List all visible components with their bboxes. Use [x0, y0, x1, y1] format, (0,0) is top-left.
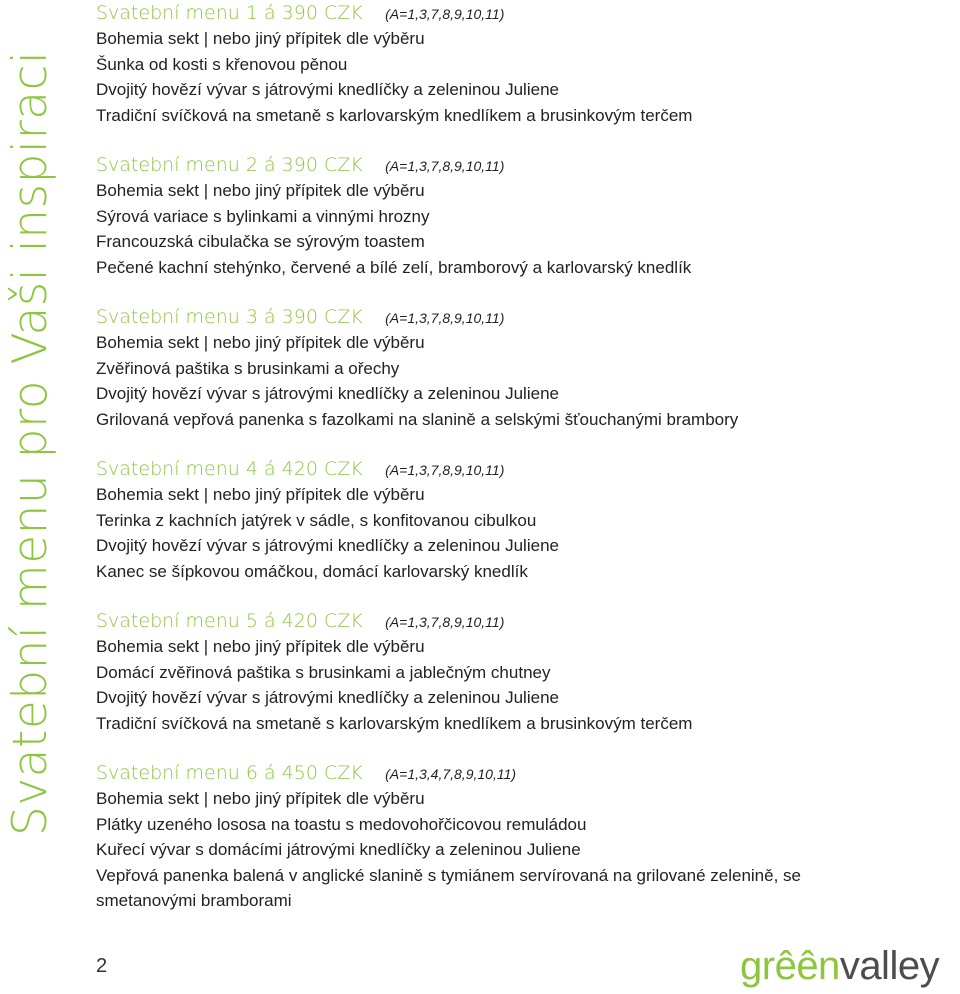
menu-dish: Sýrová variace s bylinkami a vinnými hrozny — [96, 206, 430, 226]
page-number: 2 — [96, 955, 108, 977]
menu-heading — [96, 304, 926, 330]
menu-title: Svatební menu 4 á 420 CZK — [96, 458, 363, 480]
menu-dish: Grilovaná vepřová panenka s fazolkami na slanině a selskými šťouchanými brambory — [96, 409, 739, 429]
menu-title: Svatební menu 3 á 390 CZK — [96, 306, 363, 328]
side-title-text: Svatební menu pro Vaši inspiraci — [3, 50, 58, 836]
menu-allergens: (A=1,3,7,8,9,10,11) — [385, 6, 505, 22]
logo-text-grey: valley — [839, 944, 940, 988]
menu-dish: Kuřecí vývar s domácími játrovými knedlíčky a zeleninou Juliene — [96, 840, 581, 859]
menu-dish: Dvojitý hovězí vývar s játrovými knedlíčky a zeleninou Juliene — [96, 536, 559, 555]
menu-dish: Bohemia sekt | nebo jiný přípitek dle výběru — [96, 181, 425, 200]
greenvalley-logo — [740, 942, 956, 990]
menu-heading — [96, 608, 926, 634]
menu-dish: Tradiční svíčková na smetaně s karlovarským knedlíkem a brusinkovým terčem — [96, 105, 693, 125]
menu-dish: Bohemia sekt | nebo jiný přípitek dle výběru — [96, 333, 425, 352]
menu-block-4 — [96, 456, 926, 584]
menu-block-2 — [96, 152, 926, 280]
menu-title: Svatební menu 1 á 390 CZK — [96, 2, 363, 24]
menu-list — [96, 0, 926, 938]
menu-dish: Vepřová panenka balená v anglické slanině s tymiánem servírovaná na grilované zelenině, se — [96, 865, 801, 885]
menu-dish: Bohemia sekt | nebo jiný přípitek dle výběru — [96, 29, 425, 48]
menu-dish: Tradiční svíčková na smetaně s karlovarským knedlíkem a brusinkovým terčem — [96, 713, 693, 733]
menu-dish: Bohemia sekt | nebo jiný přípitek dle výběru — [96, 637, 425, 656]
menu-heading — [96, 152, 926, 178]
menu-block-3 — [96, 304, 926, 432]
menu-heading — [96, 456, 926, 482]
menu-allergens: (A=1,3,7,8,9,10,11) — [385, 310, 505, 326]
menu-heading — [96, 0, 926, 26]
menu-allergens: (A=1,3,7,8,9,10,11) — [385, 462, 505, 478]
logo-text-green: grêên — [740, 944, 840, 988]
menu-allergens: (A=1,3,7,8,9,10,11) — [385, 158, 505, 174]
menu-title: Svatební menu 2 á 390 CZK — [96, 154, 363, 176]
menu-allergens: (A=1,3,7,8,9,10,11) — [385, 614, 505, 630]
menu-dish: Zvěřinová paštika s brusinkami a ořechy — [96, 358, 400, 378]
menu-dish: Terinka z kachních jatýrek v sádle, s konfitovanou cibulkou — [96, 510, 537, 530]
menu-dish: Pečené kachní stehýnko, červené a bílé zelí, bramborový a karlovarský knedlík — [96, 257, 692, 277]
menu-title: Svatební menu 5 á 420 CZK — [96, 610, 363, 632]
menu-dish: Francouzská cibulačka se sýrovým toastem — [96, 232, 425, 251]
menu-allergens: (A=1,3,4,7,8,9,10,11) — [385, 766, 517, 782]
menu-dish: Plátky uzeného lososa na toastu s medovohořčicovou remuládou — [96, 814, 587, 834]
menu-dish: Bohemia sekt | nebo jiný přípitek dle výběru — [96, 485, 425, 504]
menu-dish: Domácí zvěřinová paštika s brusinkami a jablečným chutney — [96, 662, 551, 682]
menu-dish: Dvojitý hovězí vývar s játrovými knedlíčky a zeleninou Juliene — [96, 384, 559, 403]
menu-dish: Dvojitý hovězí vývar s játrovými knedlíčky a zeleninou Juliene — [96, 80, 559, 99]
menu-block-6 — [96, 760, 926, 914]
menu-dish: Kanec se šípkovou omáčkou, domácí karlovarský knedlík — [96, 561, 528, 581]
side-title — [0, 0, 62, 836]
menu-heading — [96, 760, 926, 786]
menu-dish: Dvojitý hovězí vývar s játrovými knedlíčky a zeleninou Juliene — [96, 688, 559, 707]
menu-block-1 — [96, 0, 926, 128]
menu-dish: smetanovými bramborami — [96, 891, 292, 910]
menu-block-5 — [96, 608, 926, 736]
menu-dish: Šunka od kosti s křenovou pěnou — [96, 54, 348, 74]
menu-title: Svatební menu 6 á 450 CZK — [96, 762, 363, 784]
menu-dish: Bohemia sekt | nebo jiný přípitek dle výběru — [96, 789, 425, 808]
